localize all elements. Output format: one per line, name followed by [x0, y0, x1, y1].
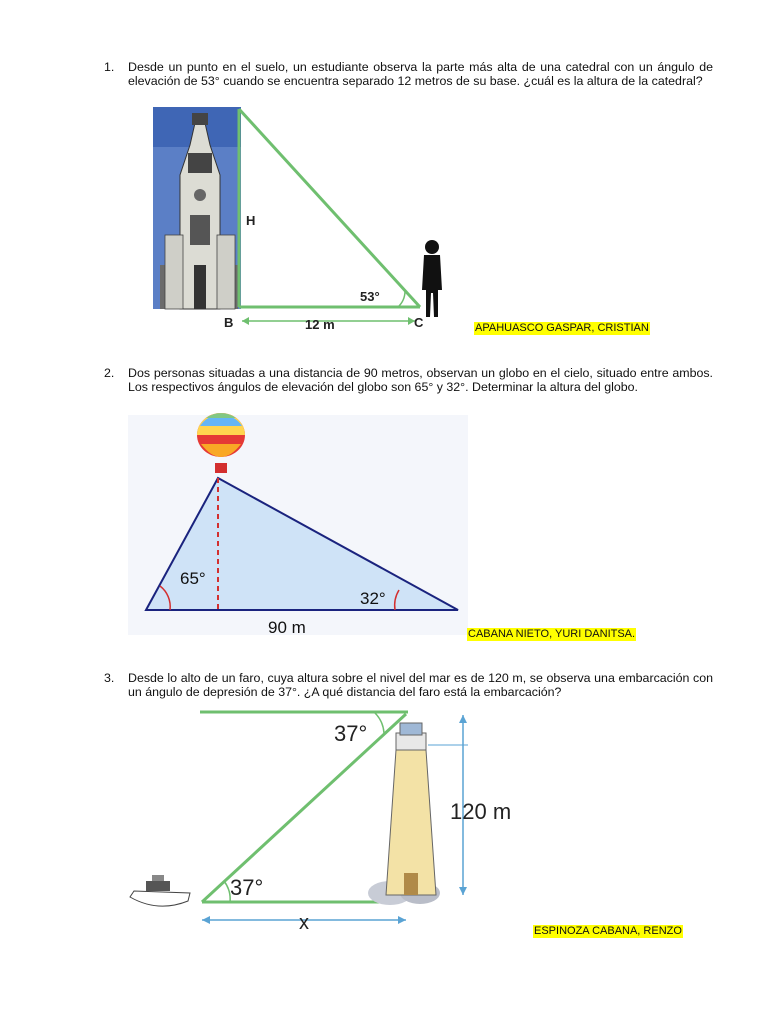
base-label: 12 m — [305, 317, 335, 332]
student-name: ESPINOZA CABANA, RENZO — [534, 925, 682, 937]
balloon-figure — [128, 410, 468, 640]
student-name: CABANA NIETO, YURI DANITSA. — [468, 628, 636, 640]
base-label: 90 m — [268, 618, 306, 637]
lighthouse — [368, 723, 440, 905]
problem-number: 2. — [104, 366, 115, 380]
cathedral-figure — [150, 105, 465, 333]
student-name: APAHUASCO GASPAR, CRISTIAN — [475, 322, 649, 334]
height-label: 120 m — [450, 799, 512, 824]
problem-text: Dos personas situadas a una distancia de 90 metros, observan un globo en el cielo, situado entre ambos. Los respectivos ángulos de elevación del globo son 65° y 32°. Determinar la altura del globo. — [128, 366, 713, 394]
angle-label: 53° — [360, 289, 380, 304]
angle-left-label: 65° — [180, 569, 206, 588]
height-label: H — [246, 213, 256, 228]
point-b-label: B — [224, 315, 234, 330]
problem-text: Desde un punto en el suelo, un estudiante observa la parte más alta de una catedral con un ángulo de elevación de 53° cuando se encuentra separado 12 metros de su base. ¿cuál es la altura de la catedral? — [128, 60, 713, 88]
angle-right-label: 32° — [360, 589, 386, 608]
angle-bottom-label: 37° — [230, 875, 264, 900]
point-c-label: C — [414, 315, 424, 330]
angle-top-label: 37° — [334, 721, 368, 746]
lighthouse-figure — [128, 705, 538, 935]
problem-number: 1. — [104, 60, 115, 74]
problem-text: Desde lo alto de un faro, cuya altura sobre el nivel del mar es de 120 m, se observa una embarcación con un ángulo de depresión de 37°. ¿A qué distancia del faro está la embarcación? — [128, 671, 713, 699]
cathedral-image — [153, 107, 241, 309]
problem-number: 3. — [104, 671, 115, 685]
boat — [130, 875, 190, 906]
observer-person — [422, 240, 442, 317]
distance-label: x — [299, 912, 309, 934]
